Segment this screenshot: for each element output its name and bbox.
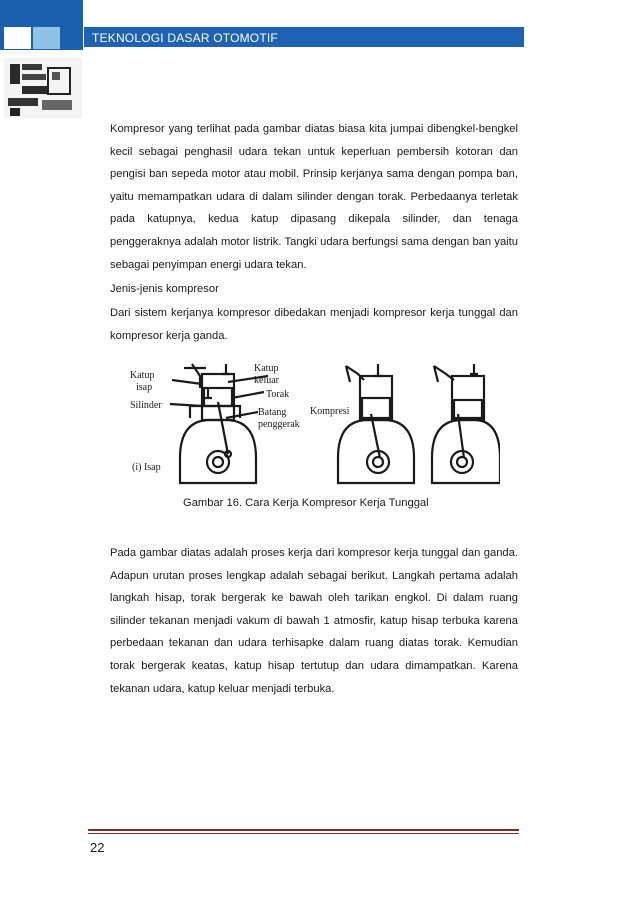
paragraph-compressor-types: Dari sistem kerjanya kompresor dibedakan menjadi kompresor kerja tunggal dan kompresor kerja ganda. <box>110 307 518 342</box>
corner-tile-lightblue <box>33 27 60 49</box>
label-katup-isap-2: isap <box>136 382 153 393</box>
label-batang-2: penggerak <box>258 419 300 430</box>
label-batang-1: Batang <box>258 407 287 418</box>
label-isap: (i) Isap <box>132 462 161 473</box>
page-number: 22 <box>90 840 105 855</box>
paragraph-compressor-intro: Kompresor yang terlihat pada gambar diatas biasa kita jumpai dibengkel-bengkel kecil sebagai penghasil udara tekan untuk keperluan pembersih kotoran dan pengisi ban sepeda motor atau mobil. Prinsip kerjanya sama dengan pompa ban, yaitu memampatkan udara di dalam silinder dengan torak. Perbedaanya terletak pada katupnya, kedua katup dipasang dikepala silinder, dan tenaga penggeraknya adalah motor listrik. Tangki udara berfungsi sama dengan ban yaitu sebagai penyimpan energi udara tekan. <box>110 123 518 271</box>
label-katup-keluar-1: Katup <box>254 363 279 374</box>
paragraph-process: Pada gambar diatas adalah proses kerja dari kompresor kerja tunggal dan ganda. Adapun urutan proses lengkap adalah sebagai berikut. Langkah pertama adalah langkah hisap, torak bergerak ke bawah oleh tarikan engkol. Di dalam ruang silinder tekanan menjadi vakum di bawah 1 atmosfir, katup hisap terbuka karena perbedaan tekanan dan udara terhisapke dalam ruang diatas torak. Kemudian torak bergerak keatas, katup hisap tertutup dan udara dimampatkan. Karena tekanan udara, katup keluar menjadi terbuka. <box>110 547 518 695</box>
label-torak: Torak <box>266 389 290 400</box>
footer-rule-top <box>88 829 519 831</box>
corner-tile-white <box>4 27 31 49</box>
label-kompresi: Kompresi <box>310 406 350 417</box>
engine-thumbnail-image <box>4 58 82 118</box>
label-silinder: Silinder <box>130 400 162 411</box>
label-katup-keluar-2: keluar <box>254 375 279 386</box>
header-title: TEKNOLOGI DASAR OTOMOTIF <box>92 31 278 45</box>
section-heading: Jenis-jenis kompresor <box>110 283 219 295</box>
compressor-diagram <box>128 358 500 490</box>
footer-rule-bottom <box>88 833 519 834</box>
figure-caption: Gambar 16. Cara Kerja Kompresor Kerja Tunggal <box>183 497 429 509</box>
label-katup-isap-1: Katup <box>130 370 155 381</box>
